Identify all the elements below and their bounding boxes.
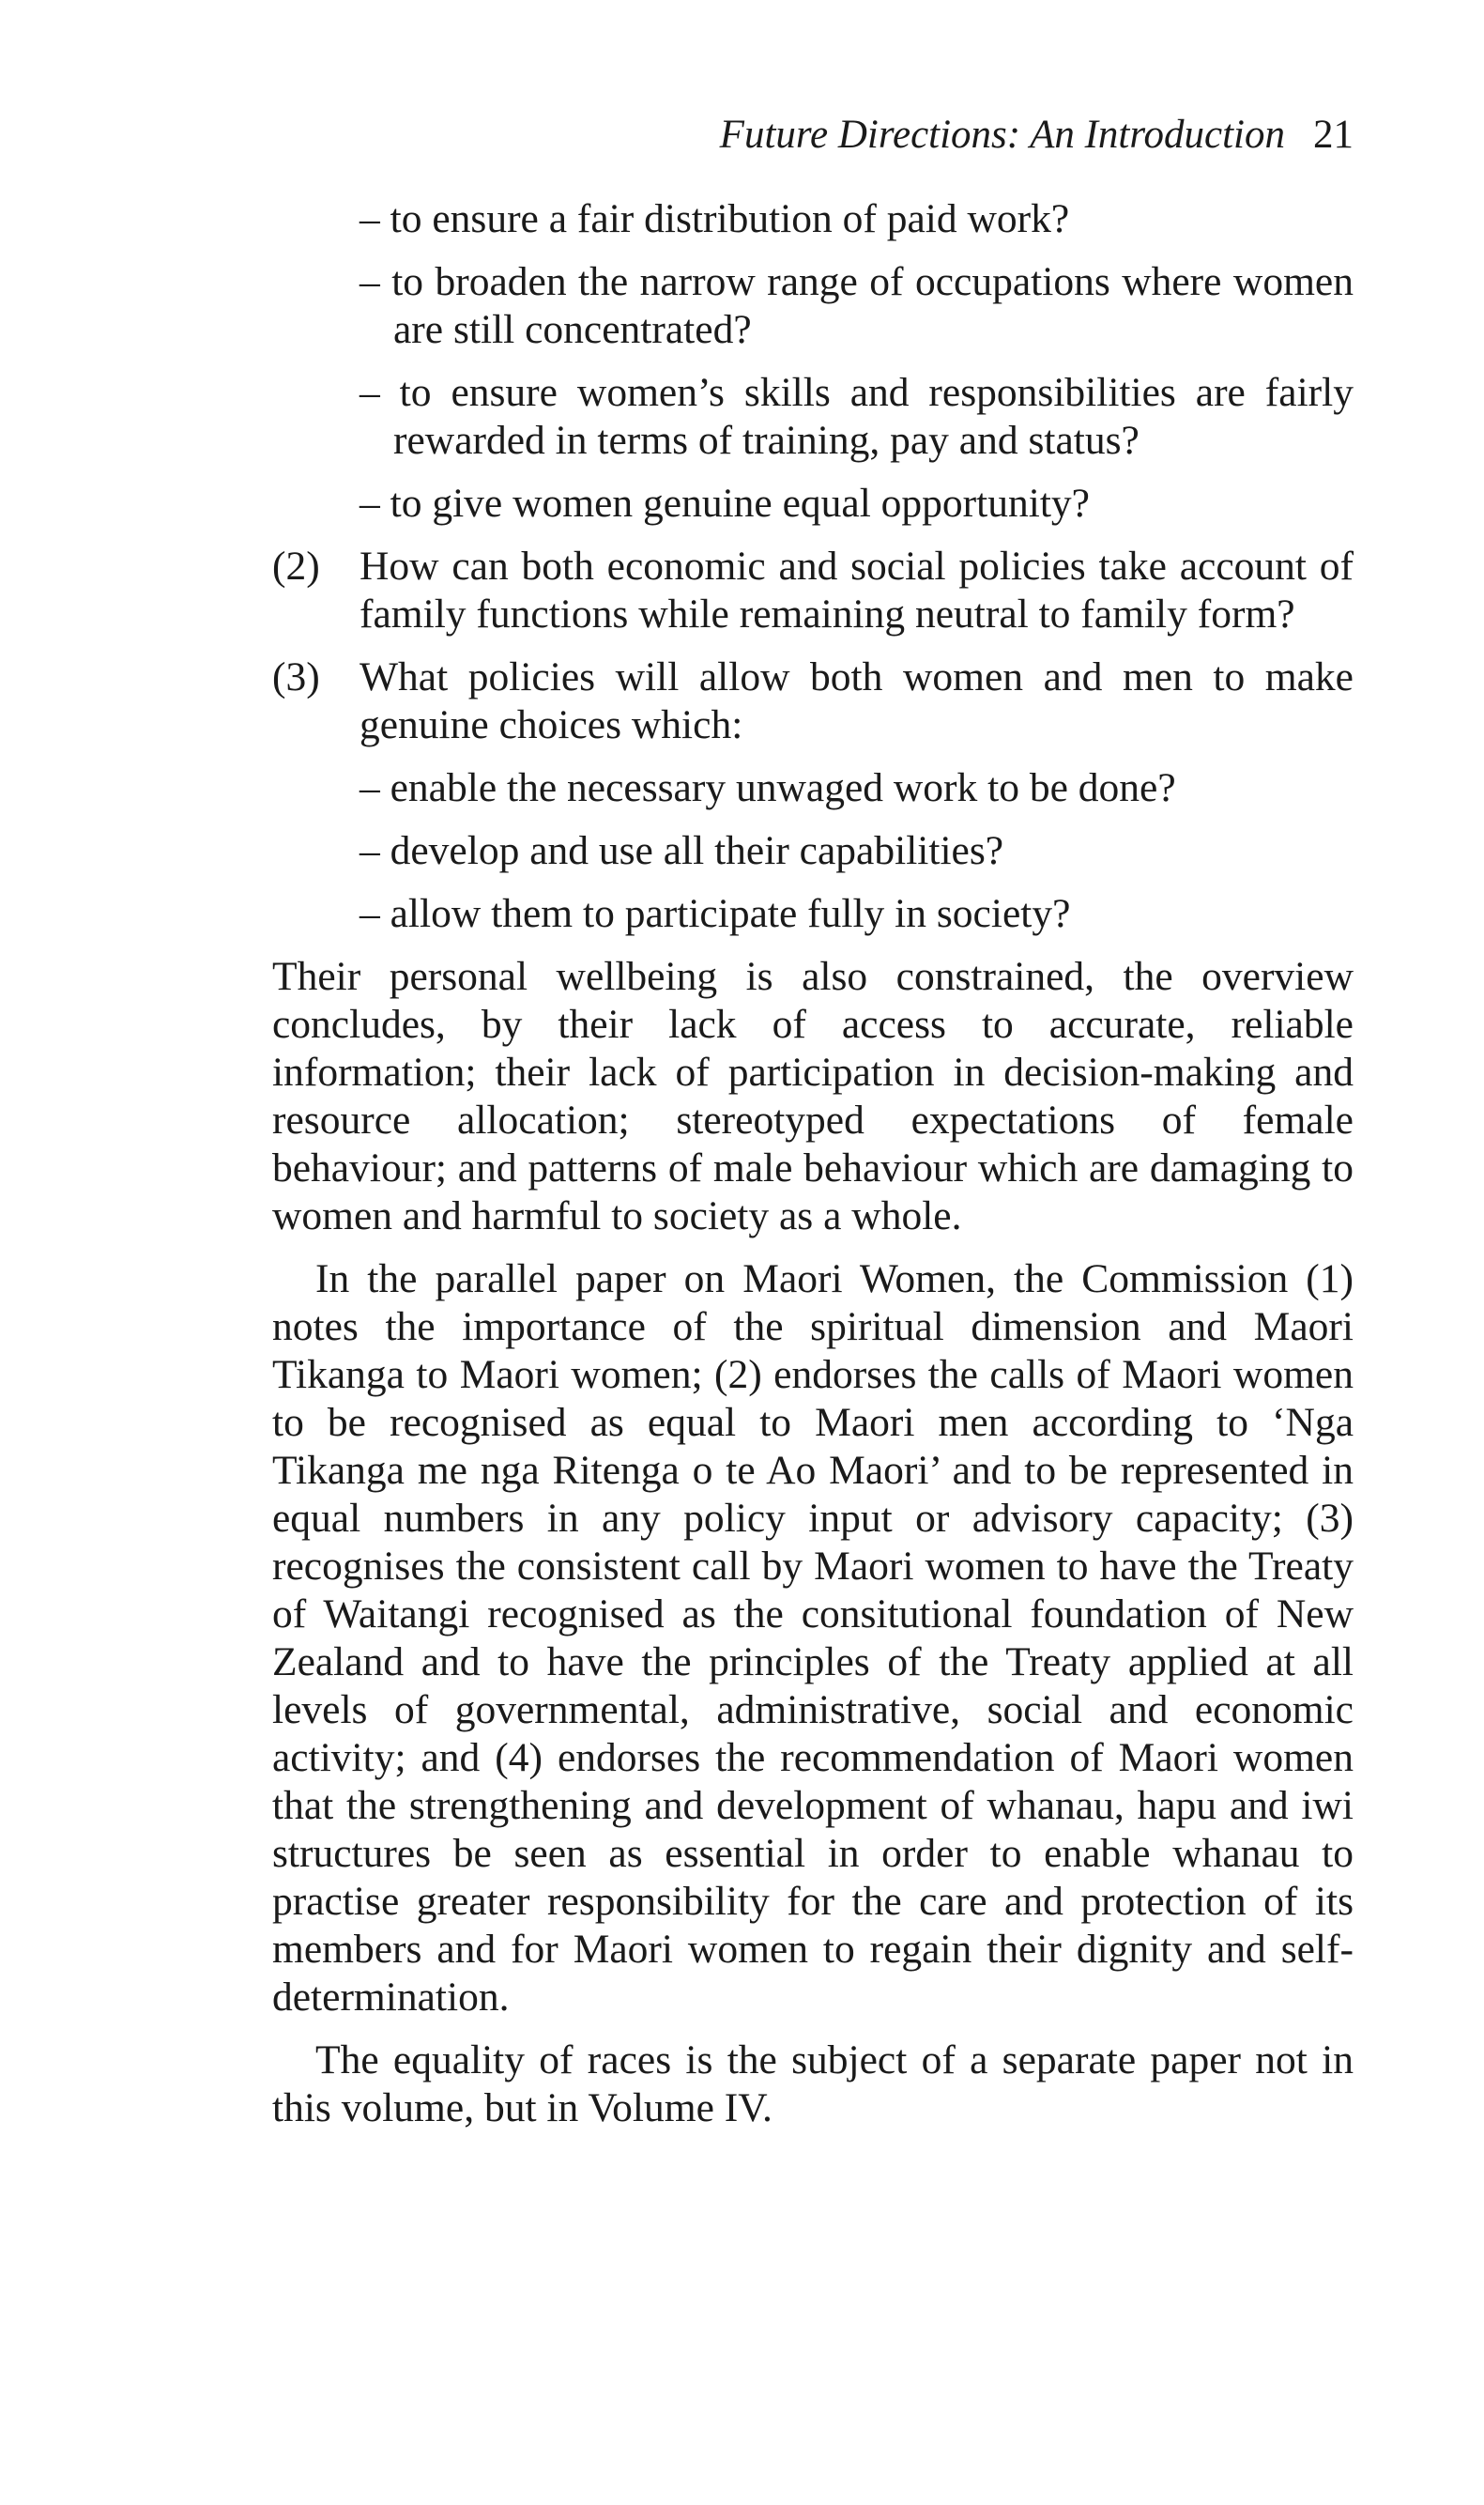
question-text: How can both economic and social policies take account of family functions while remaining neutral to family form? — [360, 544, 1354, 637]
running-title: Future Directions: An Introduction — [719, 113, 1285, 157]
list-item: – enable the necessary unwaged work to be done? — [360, 765, 1176, 810]
list-item: – allow them to participate fully in society? — [360, 891, 1071, 936]
question-1-bullets — [272, 195, 1354, 528]
paragraph-maori-women: In the parallel paper on Maori Women, the Commission (1) notes the importance of the spiritual dimension and Maori Tikanga to Maori women; (2) endorses the calls of Maori women to be recognised as equal to Maori men according to ‘Nga Tikanga me nga Ritenga o te Ao Maori’ and to be represented in equal numbers in any policy input or advisory capacity; (3) recognises the consistent call by Maori women to have the Treaty of Waitangi recognised as the consitutional foundation of New Zealand and to have the principles of the Treaty applied at all levels of governmental, administrative, social and economic activity; and (4) endorses the recommendation of Maori women that the strengthening and development of whanau, hapu and iwi structures be seen as essential in order to enable whanau to practise greater responsibility for the care and protection of its members and for Maori women to regain their dignity and self-determination. — [272, 1256, 1354, 2020]
list-item: – to give women genuine equal opportunity? — [360, 481, 1090, 526]
list-item: – to ensure women’s skills and responsibilities are fairly rewarded in terms of training, pay and status? — [360, 370, 1354, 463]
question-2 — [272, 543, 1354, 638]
question-text: What policies will allow both women and men to make genuine choices which: — [360, 654, 1354, 747]
list-item: – to broaden the narrow range of occupations where women are still concentrated? — [360, 259, 1354, 352]
paragraph-wellbeing: Their personal wellbeing is also constrained, the overview concludes, by their lack of access to accurate, reliable information; their lack of participation in decision-making and resource allocation; stereotyped expectations of female behaviour; and patterns of male behaviour which are damaging to women and harmful to society as a whole. — [272, 954, 1354, 1238]
page-number: 21 — [1313, 113, 1354, 157]
question-number: (3) — [272, 654, 320, 699]
question-3-bullets — [272, 764, 1354, 938]
running-header — [272, 115, 1354, 155]
question-number: (2) — [272, 544, 320, 589]
page-body — [272, 195, 1354, 2147]
list-item: – develop and use all their capabilities? — [360, 828, 1004, 873]
question-3 — [272, 653, 1354, 749]
list-item: – to ensure a fair distribution of paid work? — [360, 196, 1070, 241]
paragraph-equality-of-races: The equality of races is the subject of a separate paper not in this volume, but in Volume IV. — [272, 2037, 1354, 2130]
